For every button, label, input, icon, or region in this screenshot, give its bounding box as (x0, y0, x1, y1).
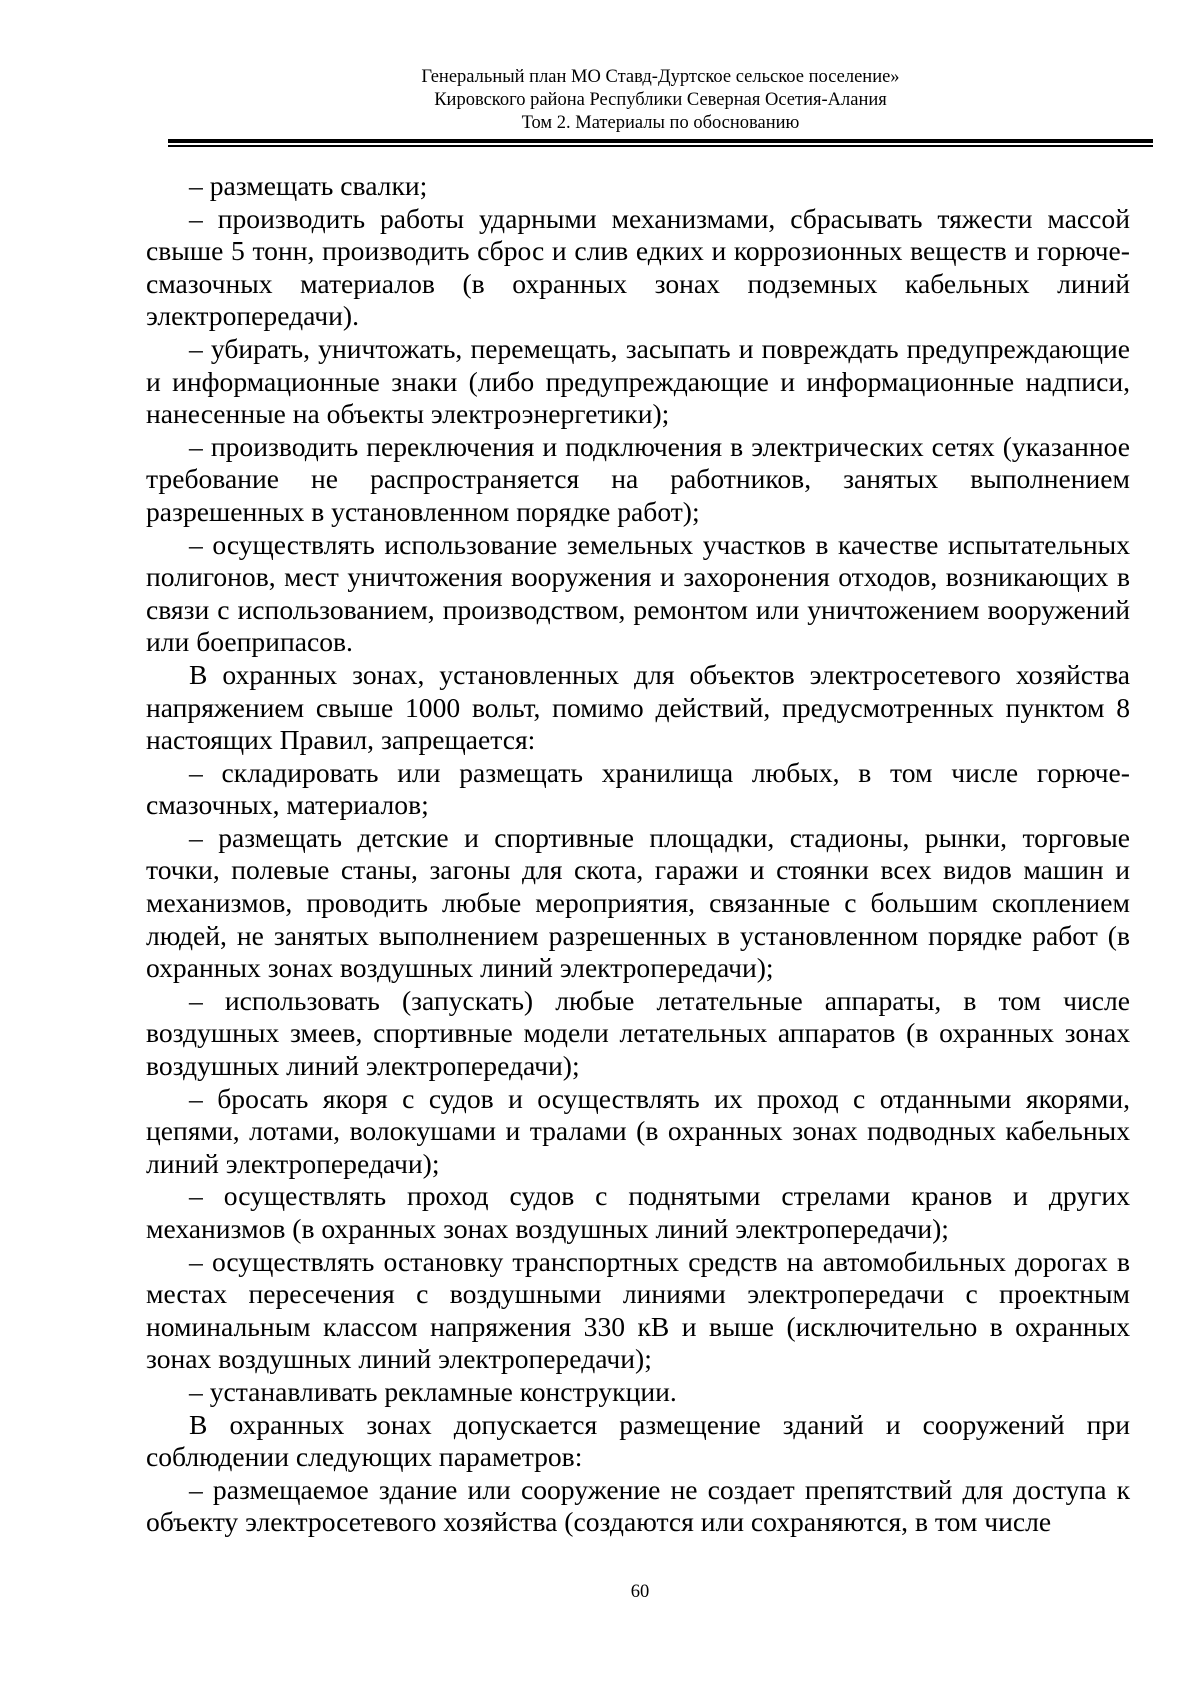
paragraph: – осуществлять проход судов с поднятыми стрелами кранов и других механизмов (в охранных зонах воздушных линий электропередачи); (146, 1180, 1130, 1244)
paragraph: – убирать, уничтожать, перемещать, засыпать и повреждать предупреждающие и информационные знаки (либо предупреждающие и информационные надписи, нанесенные на объекты электроэнергетики); (146, 332, 1130, 430)
header-line-3: Том 2. Материалы по обоснованию (521, 113, 800, 133)
paragraph: – бросать якоря с судов и осуществлять их проход с отданными якорями, цепями, лотами, волокушами и тралами (в охранных зонах подводных кабельных линий электропередачи); (146, 1082, 1130, 1179)
paragraph: – осуществлять остановку транспортных средств на автомобильных дорогах в местах пересечения с воздушными линиями электропередачи с проектным номинальным классом напряжения 330 кВ и выше (исключительно в охранных зонах воздушных линий электропередачи); (146, 1245, 1130, 1375)
body-text (146, 170, 1130, 1539)
running-header (168, 66, 1153, 135)
paragraph: – размещать свалки; (189, 170, 428, 201)
header-line-1: Генеральный план МО Ставд-Дуртское сельское поселение» (421, 67, 900, 87)
header-divider-thick (168, 139, 1153, 143)
paragraph: – складировать или размещать хранилища любых, в том числе горюче-смазочных, материалов; (146, 756, 1130, 821)
header-line-2: Кировского района Республики Северная Осетия-Алания (434, 90, 887, 110)
paragraph: В охранных зонах, установленных для объектов электросетевого хозяйства напряжением свыше 1000 вольт, помимо действий, предусмотренных пунктом 8 настоящих Правил, запрещается: (146, 658, 1130, 756)
paragraph: – производить переключения и подключения в электрических сетях (указанное требование не распространяется на работников, занятых выполнением разрешенных в установленном порядке работ); (146, 430, 1130, 527)
paragraph: – устанавливать рекламные конструкции. (189, 1375, 677, 1407)
header-divider-thin (168, 145, 1153, 147)
paragraph: – производить работы ударными механизмами, сбрасывать тяжести массой свыше 5 тонн, производить сброс и слив едких и коррозионных веществ и горюче-смазочных материалов (в охранных зонах подземных кабельных линий электропередачи). (146, 202, 1130, 332)
paragraph: В охранных зонах допускается размещение зданий и сооружений при соблюдении следующих параметров: (146, 1408, 1130, 1473)
paragraph: – использовать (запускать) любые летательные аппараты, в том числе воздушных змеев, спортивные модели летательных аппаратов (в охранных зонах воздушных линий электропередачи); (146, 984, 1130, 1082)
paragraph: – размещать детские и спортивные площадки, стадионы, рынки, торговые точки, полевые станы, загоны для скота, гаражи и стоянки всех видов машин и механизмов, проводить любые мероприятия, связанные с большим скоплением людей, не занятых выполнением разрешенных в установленном порядке работ (в охранных зонах воздушных линий электропередачи); (146, 821, 1130, 984)
paragraph: – осуществлять использование земельных участков в качестве испытательных полигонов, мест уничтожения вооружения и захоронения отходов, возникающих в связи с использованием, производством, ремонтом или уничтожением вооружений или боеприпасов. (146, 528, 1130, 658)
page-number: 60 (630, 1582, 650, 1602)
paragraph: – размещаемое здание или сооружение не создает препятствий для доступа к объекту электросетевого хозяйства (создаются или сохраняются, в том числе (146, 1473, 1130, 1538)
